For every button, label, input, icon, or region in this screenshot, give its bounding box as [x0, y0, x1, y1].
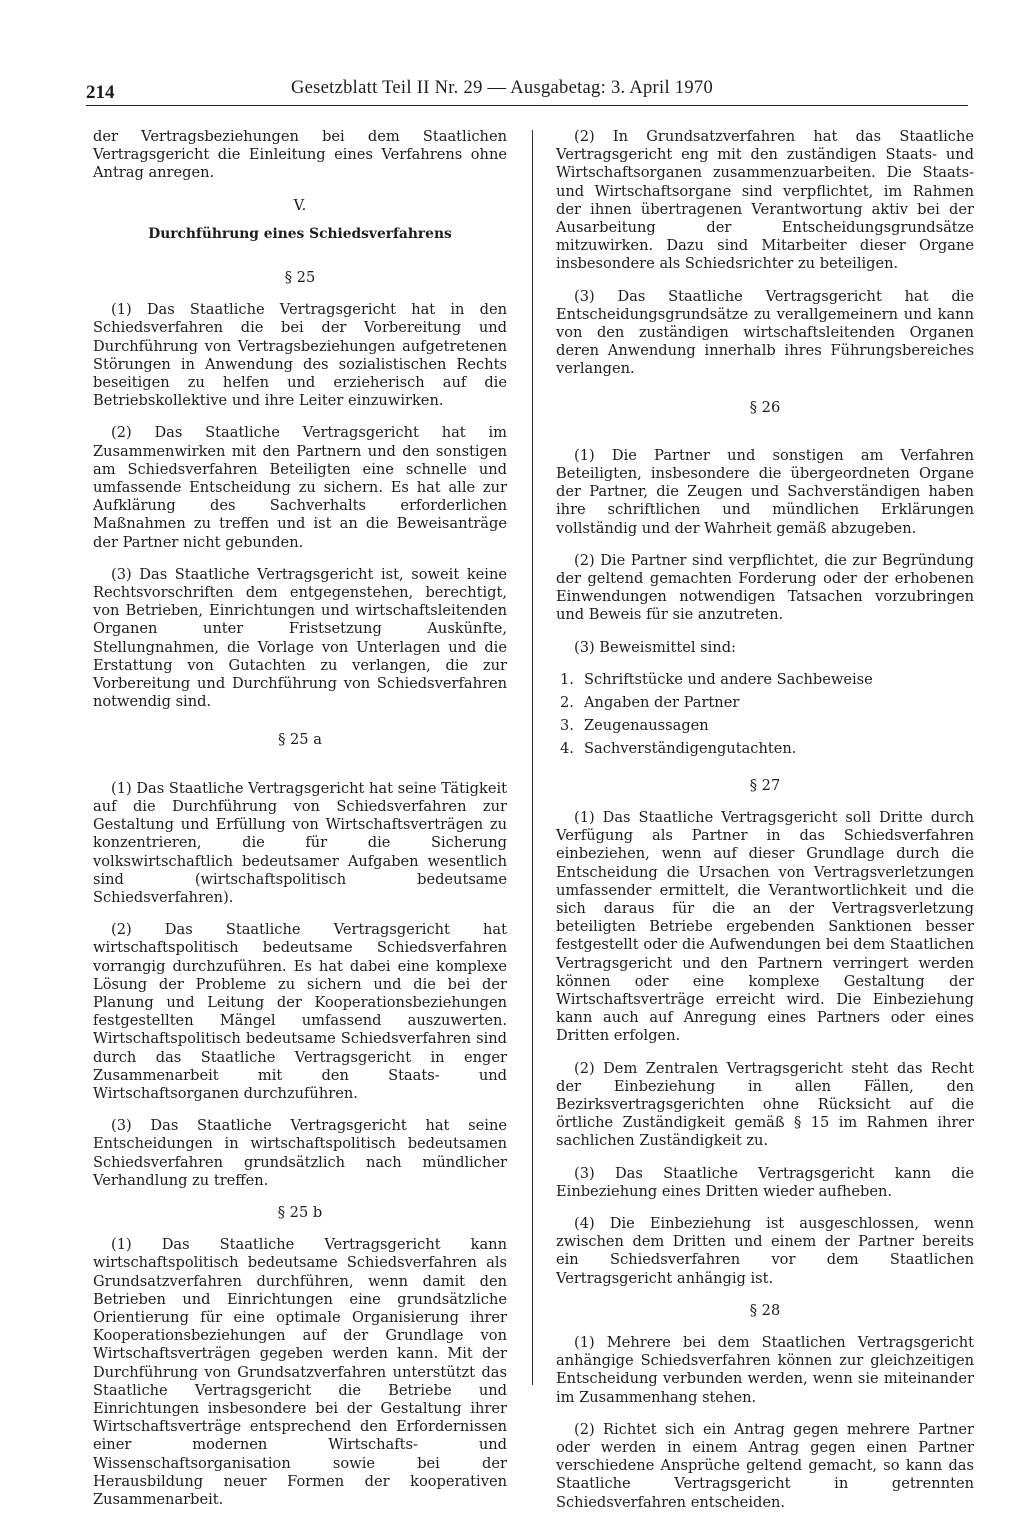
- paragraph: (3) Beweismittel sind:: [574, 638, 736, 656]
- list-item: 2. Angaben der Partner: [560, 694, 740, 712]
- header-rule: [86, 105, 968, 106]
- header-title: Gesetzblatt Teil II Nr. 29 — Ausgabetag: 3. April 1970: [291, 78, 714, 98]
- paragraph: (2) Das Staatliche Vertragsgericht hat wirtschaftspolitisch bedeutsame Schiedsverfahren vorrangig durchzuführen. Es hat dabei eine komplexe Lösung der Probleme zu sichern und die bei der Planung und Leitung der Kooperationsbeziehungen festgestellten Mängel umfassend auszuwerten. Wirtschaftspolitisch bedeutsame Schiedsverfahren sind durch das Staatliche Vertragsgericht in enger Zusammenarbeit mit den Staats- und Wirtschaftsorganen durchzuführen.: [93, 921, 507, 1102]
- chapter-number: V.: [293, 196, 307, 214]
- intro-paragraph: der Vertragsbeziehungen bei dem Staatlichen Vertragsgericht die Einleitung eines Verfahrens ohne Antrag anregen.: [93, 128, 507, 182]
- list-item: 4. Sachverständigengutachten.: [560, 740, 797, 758]
- paragraph: (2) Richtet sich ein Antrag gegen mehrere Partner oder werden in einem Antrag gegen einen Partner verschiedene Ansprüche geltend gemacht, so kann das Staatliche Vertragsgericht in getrennten Schiedsverfahren entscheiden.: [556, 1420, 974, 1511]
- paragraph: (1) Das Staatliche Vertragsgericht soll Dritte durch Verfügung als Partner in das Schiedsverfahren einbeziehen, wenn auf dieser Grundlage durch die Entscheidung die Ursachen von Vertragsverletzungen umfassender ermittelt, die Verantwortlichkeit und die sich daraus für die an der Vertragsverletzung beteiligten Betriebe ergebenden Sanktionen besser festgestellt oder die Aufwendungen bei dem Staatlichen Vertragsgericht und den Partnern verringert werden können oder eine komplexe Gestaltung der Wirtschaftsverträge erreicht wird. Die Einbeziehung kann auch auf Anregung eines Partners oder eines Dritten erfolgen.: [556, 808, 974, 1045]
- section-heading-25b: § 25 b: [277, 1203, 323, 1221]
- paragraph: (2) Das Staatliche Vertragsgericht hat im Zusammenwirken mit den Partnern und den sonstigen am Schiedsverfahren Beteiligten eine schnelle und umfassende Entscheidung zu sichern. Es hat alle zur Aufklärung des Sachverhalts erforderlichen Maßnahmen zu treffen und ist an die Beweisanträge der Partner nicht gebunden.: [93, 424, 507, 551]
- right-column: [556, 128, 974, 1526]
- paragraph: (4) Die Einbeziehung ist ausgeschlossen, wenn zwischen dem Dritten und einem der Partner bereits ein Schiedsverfahren vor dem Staatlichen Vertragsgericht anhängig ist.: [556, 1214, 974, 1287]
- chapter-title: Durchführung eines Schiedsverfahrens: [148, 225, 452, 242]
- paragraph: (1) Mehrere bei dem Staatlichen Vertragsgericht anhängige Schiedsverfahren können zur gleichzeitigen Entscheidung verbunden werden, wenn sie miteinander im Zusammenhang stehen.: [556, 1333, 974, 1406]
- paragraph: (2) In Grundsatzverfahren hat das Staatliche Vertragsgericht eng mit den zuständigen Staats- und Wirtschaftsorganen zusammenzuarbeiten. Die Staats- und Wirtschaftsorgane sind verpflichtet, im Rahmen der ihnen übertragenen Verantwortung aktiv bei der Ausarbeitung der Entscheidungsgrundsätze mitzuwirken. Dazu sind Mitarbeiter dieser Organe insbesondere als Schiedsrichter zu beteiligen.: [556, 128, 974, 273]
- paragraph: (3) Das Staatliche Vertragsgericht hat die Entscheidungsgrundsätze zu verallgemeinern und kann von den zuständigen wirtschaftsleitenden Organen deren Anwendung innerhalb ihres Führungsbereiches verlangen.: [556, 287, 974, 378]
- column-divider: [532, 130, 533, 1385]
- section-heading-27: § 27: [749, 776, 781, 794]
- paragraph: (2) Dem Zentralen Vertragsgericht steht das Recht der Einbeziehung in allen Fällen, den Bezirksvertragsgerichten ohne Rücksicht auf die örtliche Zuständigkeit gemäß § 15 im Rahmen ihrer sachlichen Zuständigkeit zu.: [556, 1059, 974, 1150]
- page-header: [86, 78, 968, 108]
- page-number: 214: [86, 82, 115, 103]
- list-item: 1. Schriftstücke und andere Sachbeweise: [560, 670, 873, 688]
- paragraph: (2) Die Partner sind verpflichtet, die zur Begründung der geltend gemachten Forderung oder der erhobenen Einwendungen notwendigen Tatsachen vorzubringen und Beweis für sie anzutreten.: [556, 551, 974, 624]
- paragraph: (1) Die Partner und sonstigen am Verfahren Beteiligten, insbesondere die übergeordneten Organe der Partner, die Zeugen und Sachverständigen haben ihre schriftlichen und mündlichen Erklärungen vollständig und der Wahrheit gemäß abzugeben.: [556, 446, 974, 537]
- section-heading-28: § 28: [749, 1301, 781, 1319]
- paragraph: (1) Das Staatliche Vertragsgericht hat seine Tätigkeit auf die Durchführung von Schiedsverfahren zur Gestaltung und Erfüllung von Wirtschaftsverträgen zu konzentrieren, die für die Sicherung volkswirtschaftlich bedeutsamer Aufgaben wesentlich sind (wirtschaftspolitisch bedeutsame Schiedsverfahren).: [93, 779, 508, 906]
- section-heading-25: § 25: [284, 269, 316, 287]
- paragraph: (3) Das Staatliche Vertragsgericht kann die Einbeziehung eines Dritten wieder aufheben.: [556, 1164, 974, 1200]
- evidence-list: [556, 671, 974, 759]
- section-heading-25a: § 25 a: [278, 731, 322, 749]
- left-column: [93, 128, 507, 1523]
- paragraph: (3) Das Staatliche Vertragsgericht hat seine Entscheidungen in wirtschaftspolitisch bedeutsamen Schiedsverfahren grundsätzlich nach mündlicher Verhandlung zu treffen.: [93, 1117, 507, 1189]
- paragraph: (1) Das Staatliche Vertragsgericht kann wirtschaftspolitisch bedeutsame Schiedsverfahren als Grundsatzverfahren durchführen, wenn damit den Betrieben und Einrichtungen eine grundsätzliche Orientierung für eine optimale Organisierung ihrer Kooperationsbeziehungen auf der Grundlage von Wirtschaftsverträgen gegeben werden kann. Mit der Durchführung von Grundsatzverfahren unterstützt das Staatliche Vertragsgericht die Betriebe und Einrichtungen insbesondere bei der Gestaltung ihrer Wirtschaftsverträge entsprechend den Erfordernissen einer modernen Wirtschafts- und Wissenschaftsorganisation sowie bei der Herausbildung neuer Formen der kooperativen Zusammenarbeit.: [93, 1236, 507, 1508]
- paragraph: (1) Das Staatliche Vertragsgericht hat in den Schiedsverfahren die bei der Vorbereitung und Durchführung von Vertragsbeziehungen aufgetretenen Störungen in Anwendung des sozialistischen Rechts beseitigen zu helfen und erzieherisch auf die Betriebskollektive und ihre Leiter einzuwirken.: [93, 301, 507, 410]
- list-item: 3. Zeugenaussagen: [560, 717, 709, 735]
- section-heading-26: § 26: [749, 398, 781, 416]
- paragraph: (3) Das Staatliche Vertragsgericht ist, soweit keine Rechtsvorschriften dem entgegenstehen, berechtigt, von Betrieben, Einrichtungen und wirtschaftsleitenden Organen unter Fristsetzung Auskünfte, Stellungnahmen, die Vorlage von Unterlagen und die Erstattung von Gutachten zu verlangen, die zur Vorbereitung und Durchführung von Schiedsverfahren notwendig sind.: [93, 565, 507, 711]
